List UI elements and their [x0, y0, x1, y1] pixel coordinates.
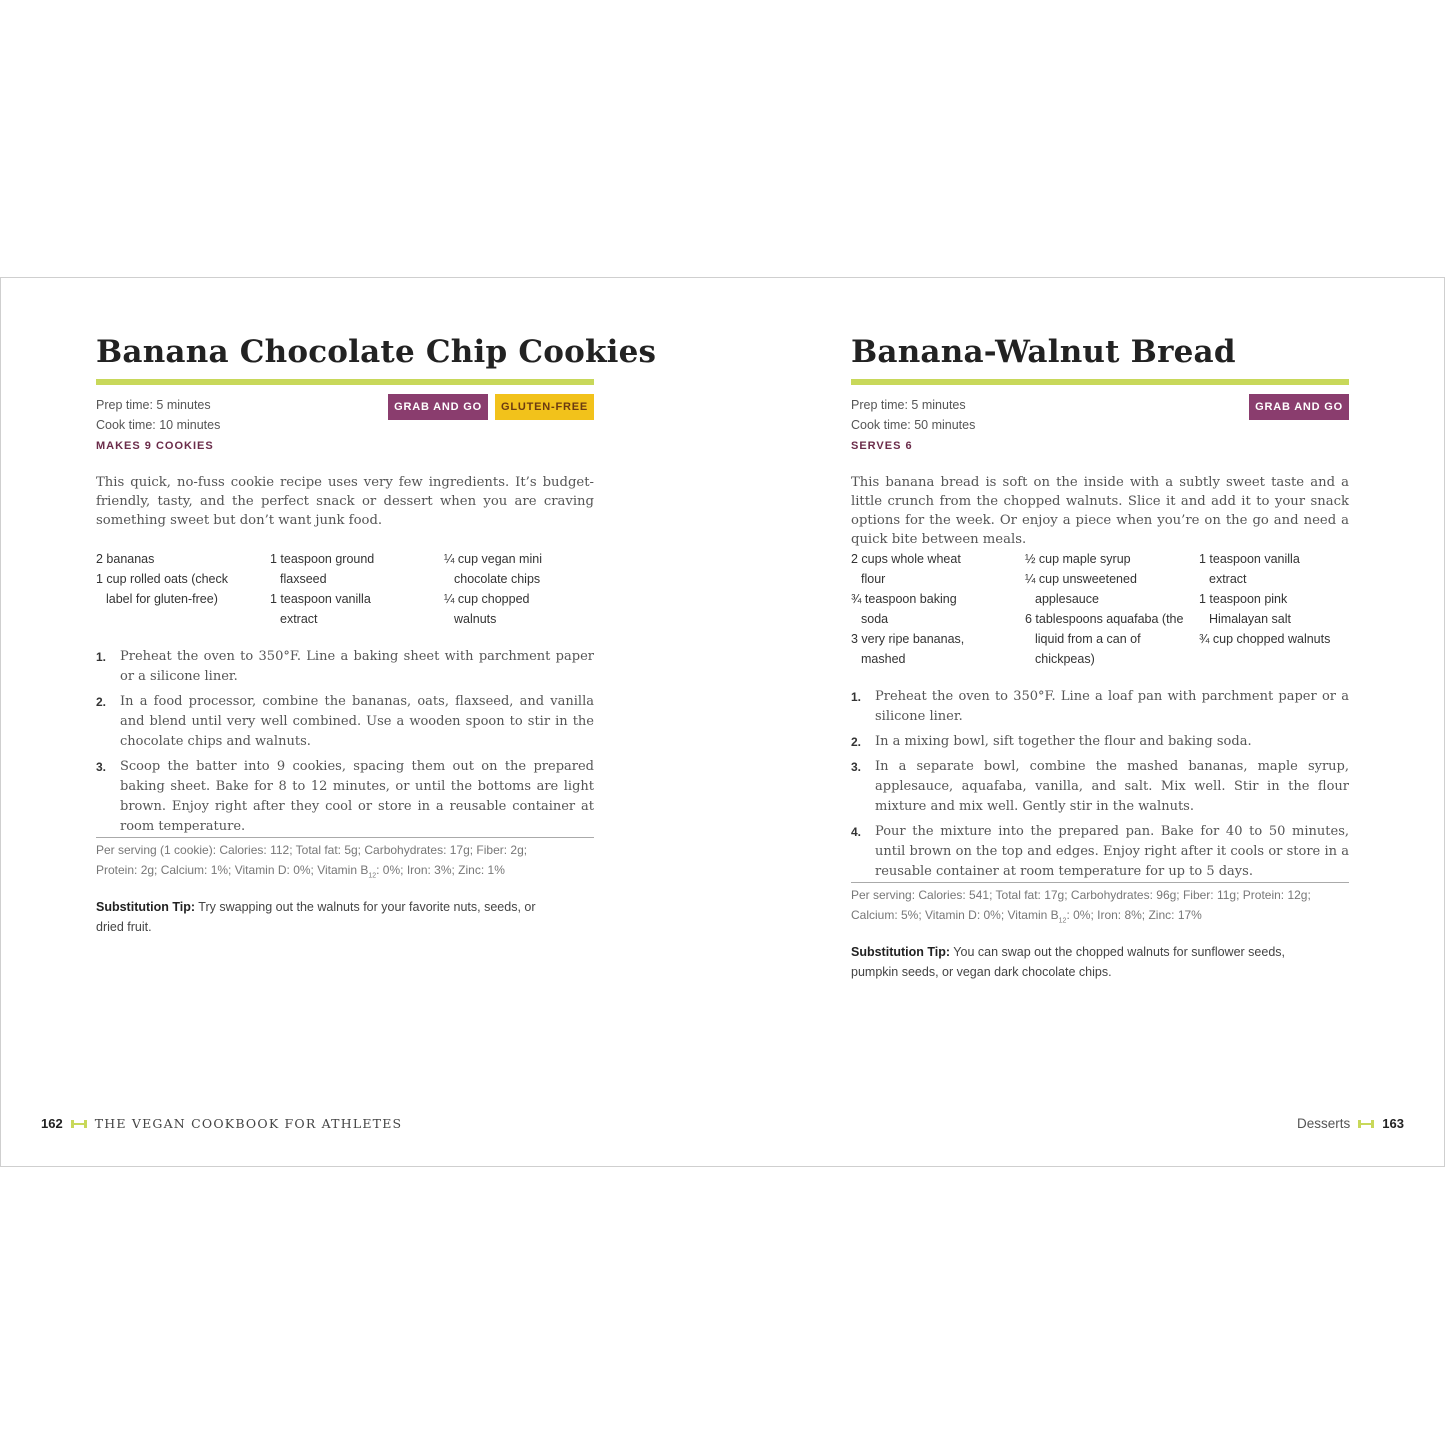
- recipe-tags: [1249, 394, 1349, 420]
- recipe-title: Banana-Walnut Bread: [851, 334, 1236, 370]
- step-text: In a mixing bowl, sift together the flour and baking soda.: [875, 734, 1252, 749]
- tip-label: Substitution Tip:: [96, 900, 196, 914]
- tag-grab-and-go: GRAB AND GO: [388, 394, 488, 420]
- ingredient: ¼ cup vegan mini chocolate chips: [444, 552, 542, 586]
- step-text: Scoop the batter into 9 cookies, spacing them out on the prepared baking sheet. Bake for 8 to 12 minutes, or until the bottoms are light brown. Enjoy right after they cool or store in a reusable container at room temperature.: [120, 759, 594, 834]
- step-text: Pour the mixture into the prepared pan. Bake for 40 to 50 minutes, until brown on the top and edges. Enjoy right after it cools or store in a reusable container at room temperature for up to 5 days.: [875, 824, 1349, 879]
- ingredients-column: [444, 549, 594, 629]
- ingredients-list: [851, 549, 1349, 669]
- recipe-title: Banana Chocolate Chip Cookies: [96, 334, 657, 370]
- step: [96, 692, 594, 752]
- ingredient: ¼ cup chopped walnuts: [444, 592, 530, 626]
- ingredient: ¼ cup unsweetened applesauce: [1025, 572, 1137, 606]
- substitution-tip: [851, 942, 1321, 982]
- nutrition-text-end: : 0%; Iron: 3%; Zinc: 1%: [376, 863, 505, 877]
- right-footer: [1297, 1116, 1404, 1131]
- recipe-steps: [96, 647, 594, 842]
- ingredient: 6 tablespoons aquafaba (the liquid from a can of chickpeas): [1025, 612, 1184, 666]
- ingredient: 1 teaspoon pink Himalayan salt: [1199, 592, 1291, 626]
- prep-time: Prep time: 5 minutes: [851, 398, 966, 412]
- nutrition-divider: [96, 837, 594, 838]
- ingredients-list: [96, 549, 594, 629]
- dumbbell-icon: [1358, 1119, 1374, 1129]
- ingredient: ½ cup maple syrup: [1025, 552, 1131, 566]
- tip-label: Substitution Tip:: [851, 945, 951, 959]
- nutrition-text: Per serving: Calories: 541; Total fat: 17g; Carbohydrates: 96g; Fiber: 11g; Protein: 12g; Calcium: 5%; Vitamin D: 0%; Vitamin B: [851, 888, 1311, 922]
- step: [851, 757, 1349, 817]
- substitution-tip: [96, 897, 566, 937]
- recipe-intro: This quick, no-fuss cookie recipe uses very few ingredients. It’s budget-friendly, tasty, and the perfect snack or dessert when you are craving something sweet but don’t want junk food.: [96, 475, 594, 528]
- nutrition-info: [96, 840, 566, 886]
- prep-time: Prep time: 5 minutes: [96, 398, 211, 412]
- step-text: Preheat the oven to 350°F. Line a loaf pan with parchment paper or a silicone liner.: [875, 689, 1349, 724]
- step: [96, 757, 594, 837]
- recipe-meta: [851, 395, 975, 456]
- tip-text: Try swapping out the walnuts for your favorite nuts, seeds, or dried fruit.: [96, 900, 536, 934]
- title-underline: [96, 379, 594, 385]
- ingredients-column: [851, 549, 1025, 669]
- recipe-steps: [851, 687, 1349, 887]
- recipe-tags: [388, 394, 594, 420]
- tag-grab-and-go: GRAB AND GO: [1249, 394, 1349, 420]
- nutrition-text: Per serving (1 cookie): Calories: 112; Total fat: 5g; Carbohydrates: 17g; Fiber: 2g; Protein: 2g; Calcium: 1%; Vitamin D: 0%; Vitamin B: [96, 843, 528, 877]
- ingredient: 1 cup rolled oats (check label for gluten-free): [96, 572, 229, 606]
- step: [851, 732, 1349, 752]
- step: [96, 647, 594, 687]
- right-page: [851, 278, 1349, 1166]
- step-text: In a food processor, combine the bananas, oats, flaxseed, and vanilla and blend until very well combined. Use a wooden spoon to stir in the chocolate chips and walnuts.: [120, 694, 594, 749]
- cook-time: Cook time: 50 minutes: [851, 418, 976, 432]
- nutrition-divider: [851, 882, 1349, 883]
- nutrition-subscript: 12: [368, 872, 377, 880]
- step-number: 2.: [851, 735, 862, 749]
- recipe-intro: This banana bread is soft on the inside with a subtly sweet taste and a little crunch from the chopped walnuts. Slice it and add it to your snack options for the week. Or enjoy a piece when you’re on the go and need a quick bite between meals.: [851, 475, 1349, 547]
- ingredient: 1 teaspoon ground flaxseed: [270, 552, 375, 586]
- recipe-yield: SERVES 6: [851, 440, 913, 452]
- step-number: 1.: [851, 690, 862, 704]
- ingredient: ¾ cup chopped walnuts: [1199, 632, 1331, 646]
- nutrition-subscript: 12: [1058, 917, 1067, 925]
- recipe-yield: MAKES 9 COOKIES: [96, 440, 214, 452]
- ingredient: ¾ teaspoon baking soda: [851, 592, 957, 626]
- nutrition-info: [851, 885, 1343, 931]
- left-footer: [41, 1116, 402, 1131]
- step-number: 3.: [851, 760, 862, 774]
- step-number: 2.: [96, 695, 107, 709]
- ingredient: 2 bananas: [96, 552, 155, 566]
- ingredients-column: [1025, 549, 1199, 669]
- tip-text: You can swap out the chopped walnuts for sunflower seeds, pumpkin seeds, or vegan dark chocolate chips.: [851, 945, 1286, 979]
- ingredient: 1 teaspoon vanilla extract: [1199, 552, 1300, 586]
- step: [851, 822, 1349, 882]
- page-number: 162: [41, 1116, 63, 1131]
- title-underline: [851, 379, 1349, 385]
- left-page: [96, 278, 657, 1166]
- ingredients-column: [270, 549, 444, 629]
- step-number: 4.: [851, 825, 862, 839]
- step: [851, 687, 1349, 727]
- step-text: Preheat the oven to 350°F. Line a baking sheet with parchment paper or a silicone liner.: [120, 649, 594, 684]
- step-text: In a separate bowl, combine the mashed bananas, maple syrup, applesauce, aquafaba, vanilla, and salt. Mix well. Stir in the flour mixture and mix well. Gently stir in the walnuts.: [875, 759, 1349, 814]
- ingredients-column: [1199, 549, 1349, 669]
- ingredient: 3 very ripe bananas, mashed: [851, 632, 965, 666]
- book-spread: [0, 277, 1445, 1167]
- ingredient: 2 cups whole wheat flour: [851, 552, 961, 586]
- section-name: Desserts: [1297, 1116, 1351, 1131]
- dumbbell-icon: [71, 1119, 87, 1129]
- nutrition-text-end: : 0%; Iron: 8%; Zinc: 17%: [1066, 908, 1202, 922]
- page-number: 163: [1382, 1116, 1404, 1131]
- ingredients-column: [96, 549, 270, 629]
- cook-time: Cook time: 10 minutes: [96, 418, 221, 432]
- tag-gluten-free: GLUTEN-FREE: [495, 394, 594, 420]
- book-title: THE VEGAN COOKBOOK FOR ATHLETES: [94, 1116, 403, 1131]
- step-number: 3.: [96, 760, 107, 774]
- step-number: 1.: [96, 650, 107, 664]
- ingredient: 1 teaspoon vanilla extract: [270, 592, 371, 626]
- recipe-meta: [96, 395, 220, 456]
